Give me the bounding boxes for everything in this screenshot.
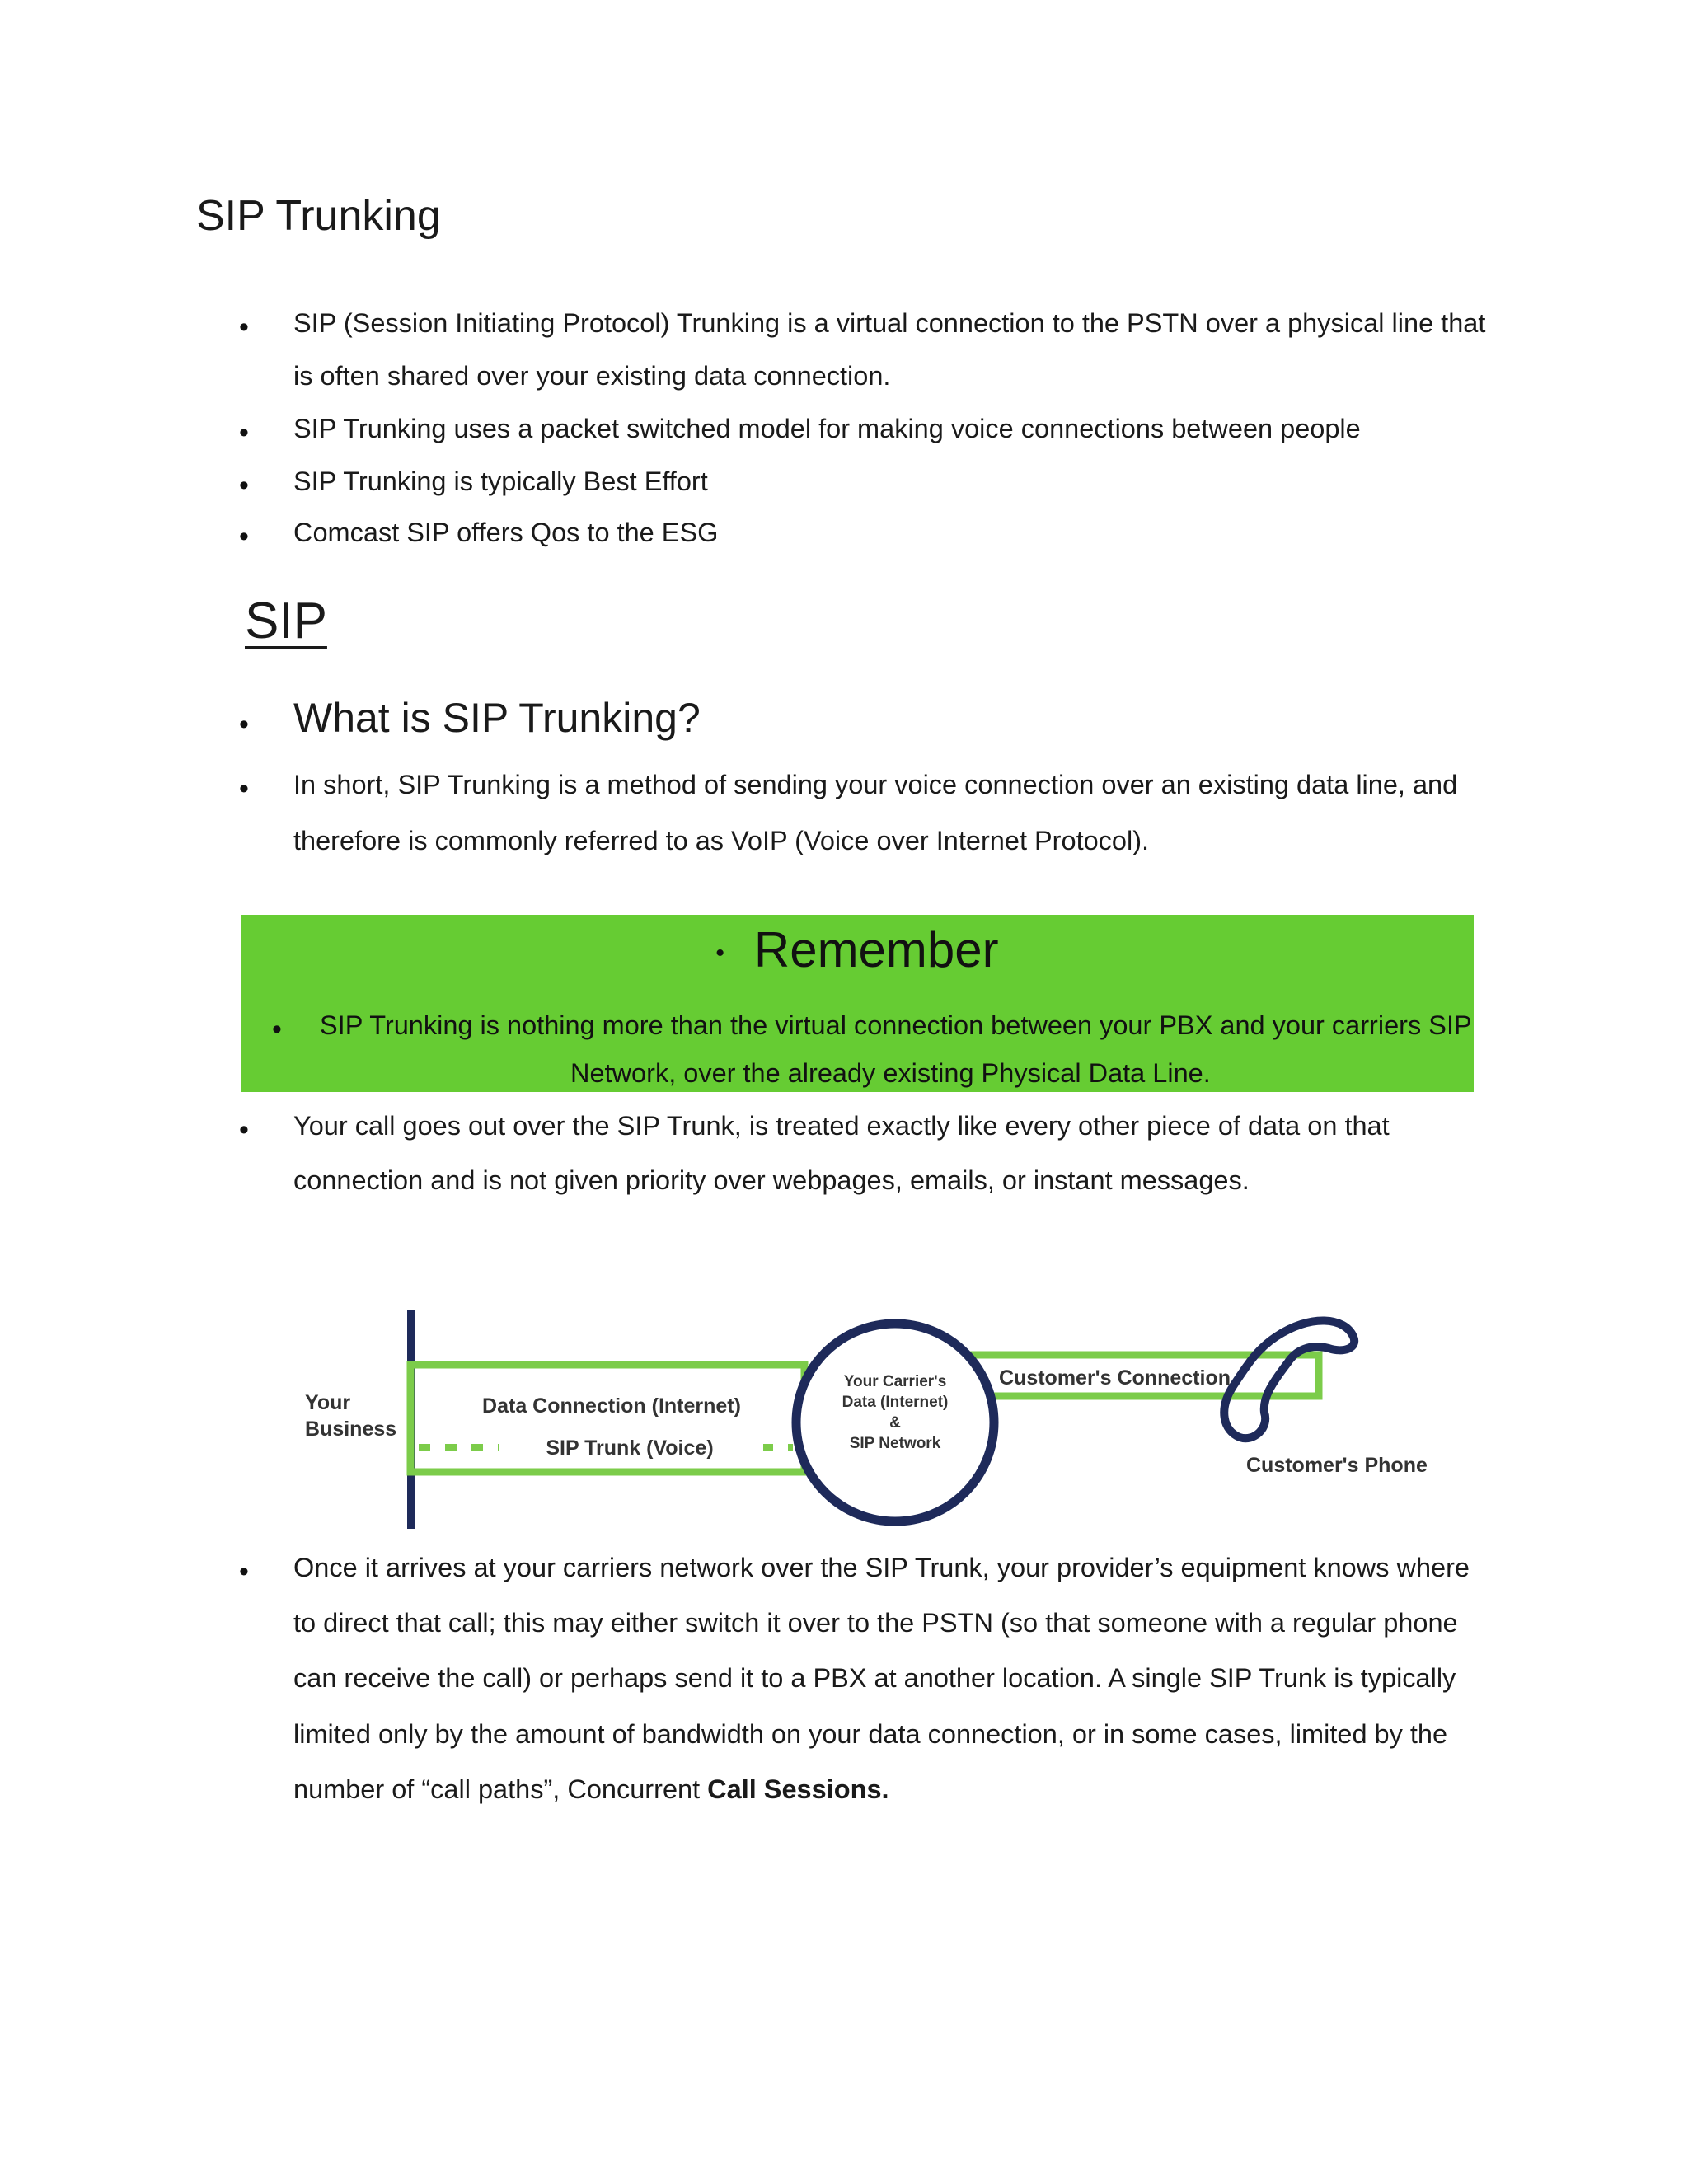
bullet-text: Comcast SIP offers Qos to the ESG <box>293 518 719 547</box>
carrier-label-4: SIP Network <box>849 1435 941 1452</box>
page-title: SIP Trunking <box>196 192 441 240</box>
bullet-text: SIP Trunking uses a packet switched model for making voice connections between people <box>293 414 1361 443</box>
bullet-dot: • <box>239 773 249 804</box>
call-text: connection and is not given priority over webpages, emails, or instant messages. <box>293 1165 1250 1195</box>
final-text: limited only by the amount of bandwidth on your data connection, or in some cases, limited by the <box>293 1719 1448 1749</box>
call-sessions-bold: Call Sessions. <box>707 1774 889 1804</box>
customer-phone-label: Customer's Phone <box>1246 1454 1428 1477</box>
data-connection-label: Data Connection (Internet) <box>482 1394 741 1418</box>
sip-trunk-label: SIP Trunk (Voice) <box>546 1436 714 1460</box>
remember-text: Network, over the already existing Physical Data Line. <box>570 1058 1211 1088</box>
remember-text: SIP Trunking is nothing more than the virtual connection between your PBX and your carriers SIP <box>320 1010 1472 1040</box>
bullet-dot: • <box>715 940 724 968</box>
your-business-label-2: Business <box>305 1418 397 1441</box>
bullet-text: is often shared over your existing data connection. <box>293 361 891 391</box>
carrier-label-2: Data (Internet) <box>842 1394 949 1411</box>
bullet-dot: • <box>239 470 249 501</box>
remember-heading <box>241 921 1474 978</box>
bullet-dot: • <box>239 1114 249 1146</box>
section-heading-sip: SIP <box>245 593 327 649</box>
answer-text: therefore is commonly referred to as VoIP (Voice over Internet Protocol). <box>293 826 1150 855</box>
bullet-dot: • <box>239 709 249 740</box>
bullet-text: SIP Trunking is typically Best Effort <box>293 466 708 496</box>
remember-heading-text: Remember <box>753 922 999 977</box>
call-text: Your call goes out over the SIP Trunk, is treated exactly like every other piece of data on that <box>293 1111 1390 1141</box>
bullet-dot: • <box>239 521 249 552</box>
bullet-dot: • <box>239 417 249 448</box>
final-text: to direct that call; this may either switch it over to the PSTN (so that someone with a regular phone <box>293 1608 1458 1638</box>
final-text-last <box>293 1774 889 1805</box>
customer-connection-label: Customer's Connection <box>999 1366 1231 1390</box>
bullet-text: SIP (Session Initiating Protocol) Trunking is a virtual connection to the PSTN over a physical line that <box>293 308 1486 338</box>
question-heading: What is SIP Trunking? <box>293 695 701 741</box>
carrier-label-3: & <box>889 1414 901 1432</box>
answer-text: In short, SIP Trunking is a method of sending your voice connection over an existing data line, and <box>293 770 1458 799</box>
carrier-label-1: Your Carrier's <box>843 1373 947 1390</box>
remember-callout <box>241 915 1474 1092</box>
phone-handset-icon <box>1224 1320 1354 1438</box>
final-text: can receive the call) or perhaps send it to a PBX at another location. A single SIP Trunk is typically <box>293 1663 1456 1693</box>
your-business-label-1: Your <box>305 1391 351 1414</box>
bullet-dot: • <box>239 1556 249 1587</box>
bullet-dot: • <box>272 1014 282 1045</box>
bullet-dot: • <box>239 312 249 343</box>
final-text-prefix: number of “call paths”, Concurrent <box>293 1774 708 1804</box>
final-text: Once it arrives at your carriers network over the SIP Trunk, your provider’s equipment knows where <box>293 1553 1470 1582</box>
sip-trunk-diagram <box>288 1302 1459 1533</box>
